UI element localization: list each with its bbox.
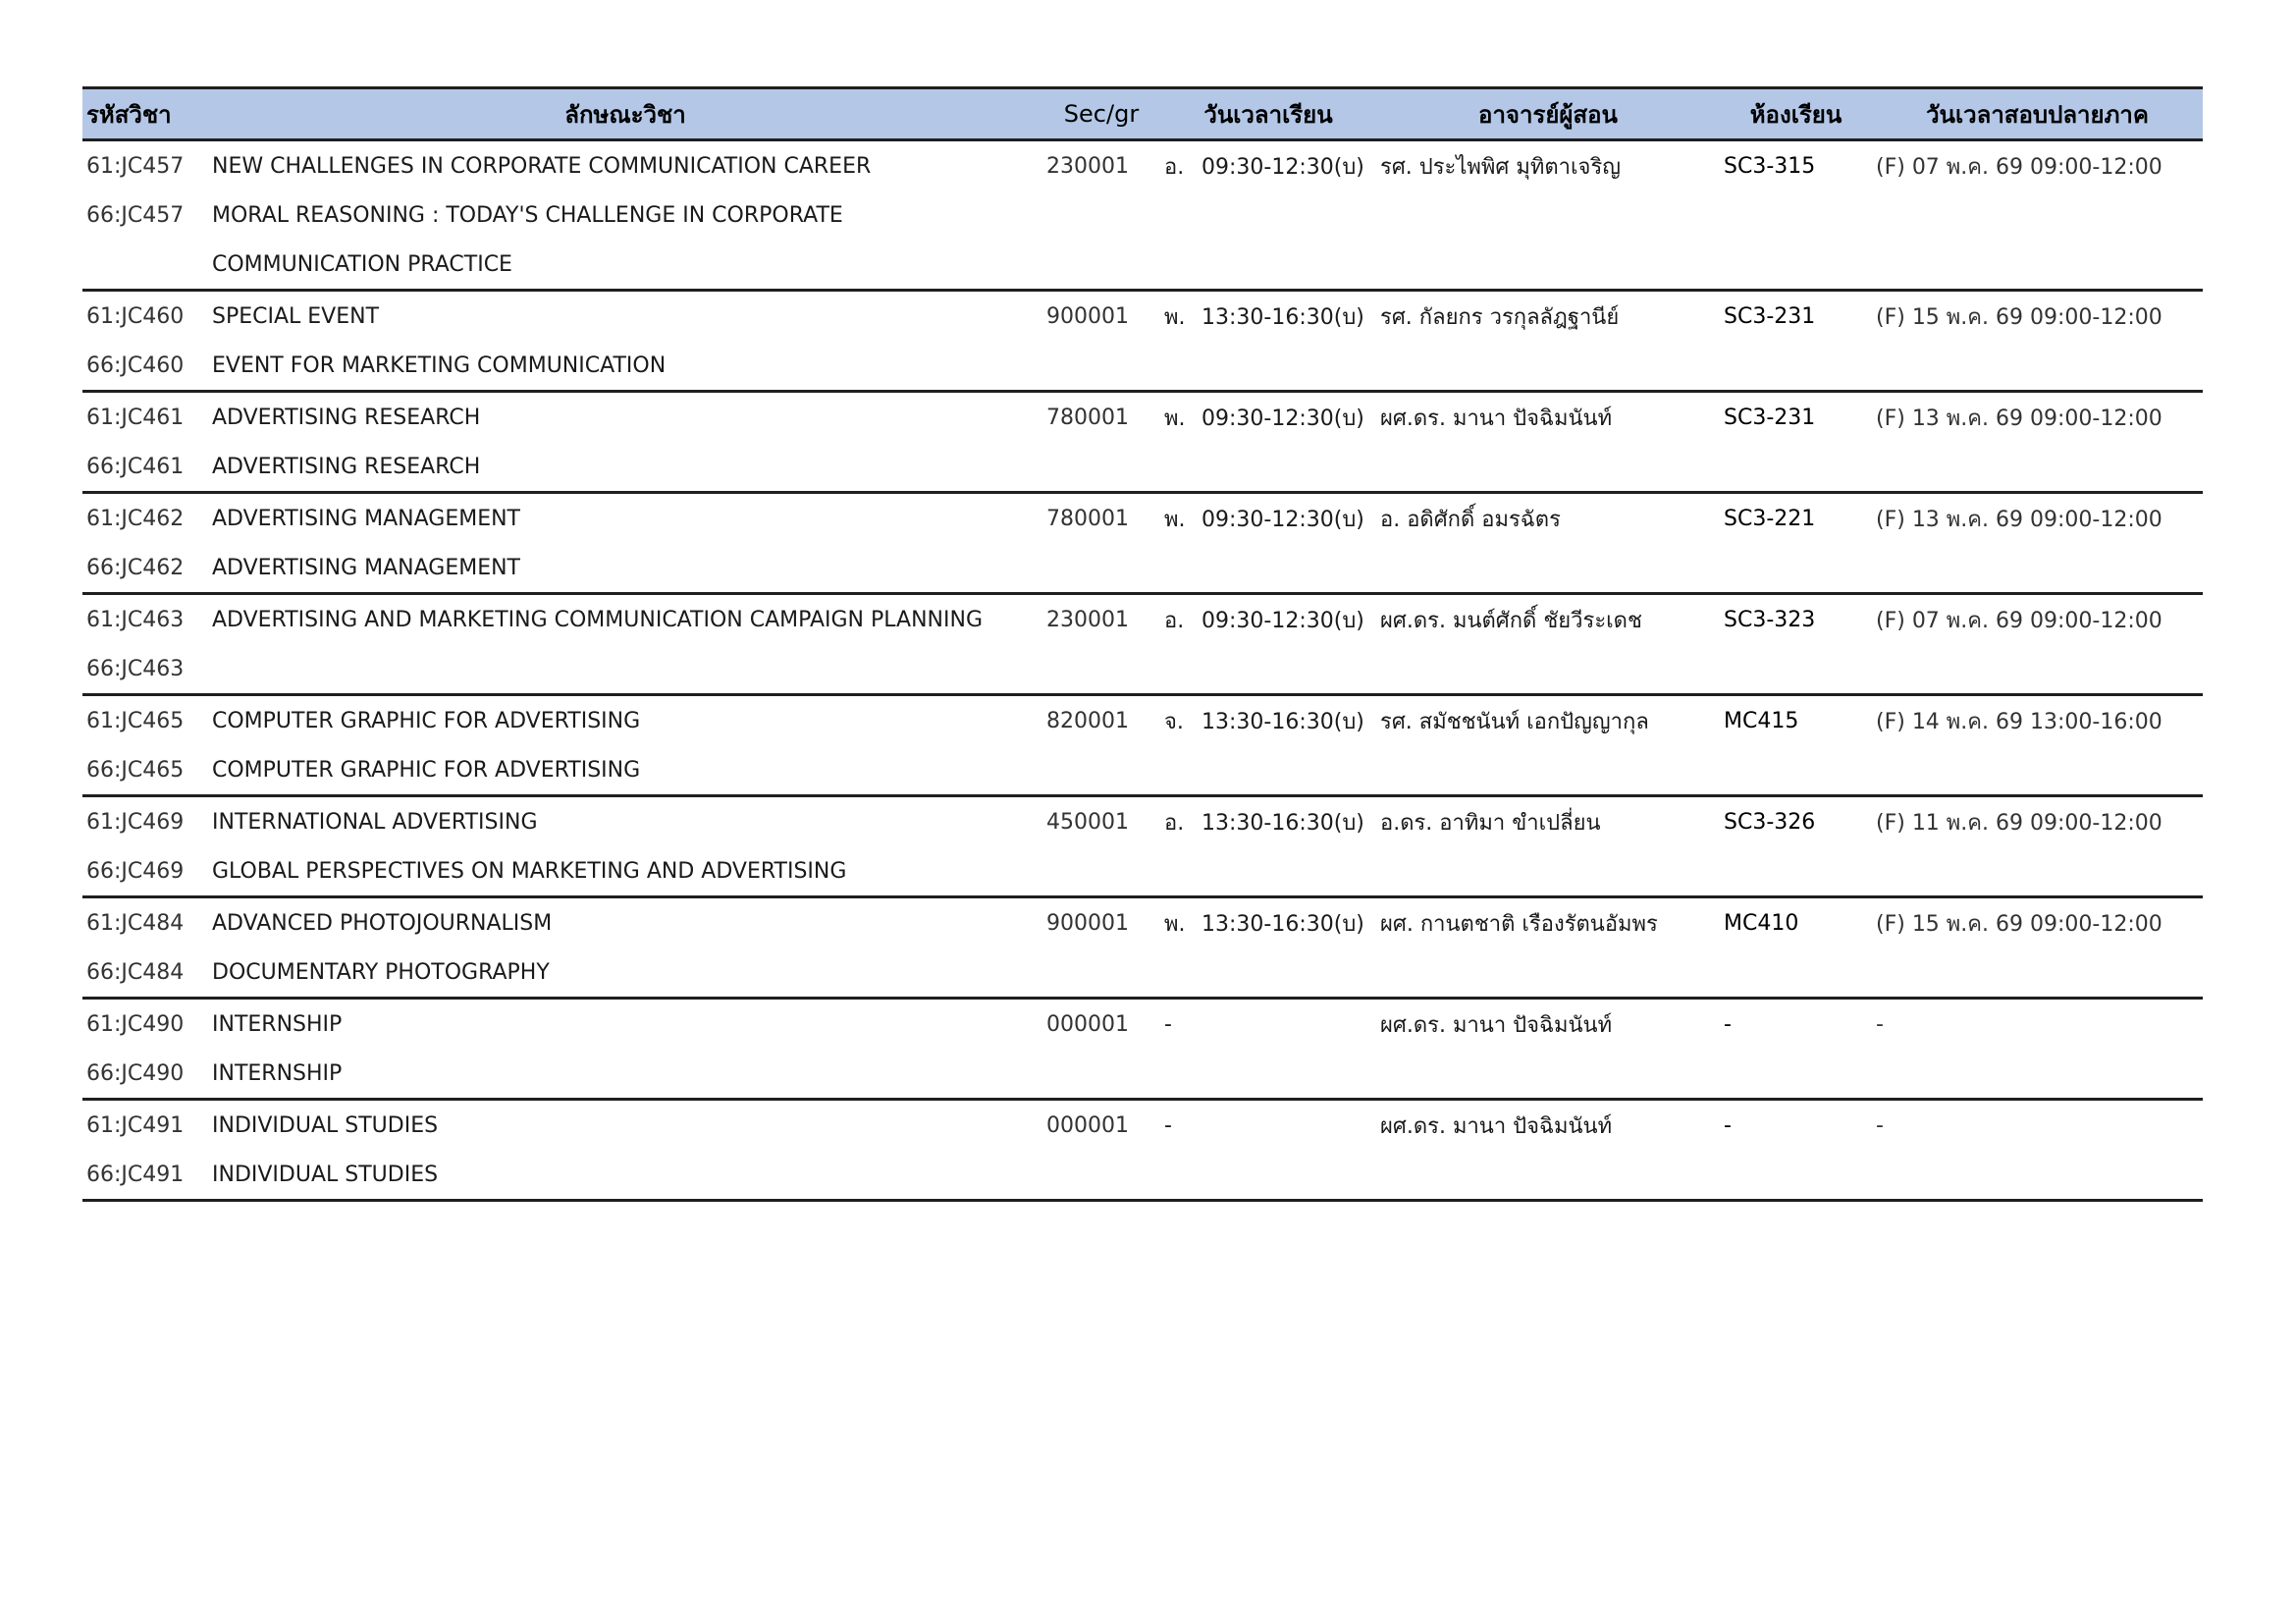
cell-time	[1160, 140, 1376, 191]
header-exam: วันเวลาสอบปลายภาค	[1872, 88, 2203, 140]
cell-room	[1720, 190, 1872, 240]
cell-code: 61:JC465	[86, 708, 185, 733]
cell-room: -	[1724, 1011, 1732, 1037]
cell-time	[1160, 796, 1376, 847]
cell-instructor	[1376, 644, 1720, 695]
cell-instructor: อ.ดร. อาทิมา ขำเปลี่ยน	[1380, 810, 1601, 836]
cell-name: INTERNSHIP	[208, 1049, 1042, 1100]
cell-instructor	[1376, 190, 1720, 240]
cell-room	[1720, 644, 1872, 695]
cell-exam	[1872, 240, 2203, 291]
cell-time	[1160, 190, 1376, 240]
cell-time	[1160, 846, 1376, 897]
table-row	[82, 594, 2203, 645]
cell-sec	[1042, 644, 1160, 695]
cell-time	[1160, 291, 1376, 342]
cell-room: SC3-231	[1724, 303, 1816, 329]
cell-day: จ.	[1164, 709, 1184, 734]
cell-time	[1160, 1100, 1376, 1151]
cell-exam	[1872, 1150, 2203, 1201]
cell-code: 61:JC484	[86, 910, 185, 936]
cell-exam: (F) 07 พ.ค. 69 09:00-12:00	[1876, 608, 2163, 633]
cell-code: 66:JC457	[86, 202, 185, 228]
table-row	[82, 796, 2203, 847]
cell-instructor: รศ. กัลยกร วรกุลลัฎฐานีย์	[1380, 304, 1620, 330]
table-row	[82, 493, 2203, 544]
cell-exam: -	[1876, 1011, 1884, 1037]
cell-time	[1160, 1049, 1376, 1100]
cell-name	[208, 644, 1042, 695]
cell-room: MC415	[1724, 708, 1799, 733]
cell-sec	[1042, 745, 1160, 796]
cell-time-range: 09:30-12:30(บ)	[1201, 154, 1364, 180]
course-schedule-table	[82, 86, 2203, 1202]
cell-exam: (F) 13 พ.ค. 69 09:00-12:00	[1876, 507, 2163, 532]
cell-name: ADVERTISING RESEARCH	[208, 442, 1042, 493]
cell-room	[1720, 240, 1872, 291]
cell-day: พ.	[1164, 911, 1186, 937]
cell-instructor	[1376, 1049, 1720, 1100]
cell-exam: (F) 14 พ.ค. 69 13:00-16:00	[1876, 709, 2163, 734]
cell-instructor: อ. อดิศักดิ์ อมรฉัตร	[1380, 507, 1561, 532]
cell-day: พ.	[1164, 304, 1186, 330]
cell-day: พ.	[1164, 406, 1186, 431]
cell-instructor: ผศ. กานตชาติ เรืองรัตนอัมพร	[1380, 911, 1658, 937]
cell-name: MORAL REASONING : TODAY'S CHALLENGE IN CORPORATE	[212, 202, 843, 228]
cell-instructor: ผศ.ดร. มนต์ศักดิ์ ชัยวีระเดช	[1380, 608, 1642, 633]
cell-code: 61:JC463	[86, 607, 185, 632]
cell-instructor	[1376, 745, 1720, 796]
cell-name: COMPUTER GRAPHIC FOR ADVERTISING	[212, 708, 641, 733]
cell-time-range: 13:30-16:30(บ)	[1201, 709, 1364, 734]
cell-sec: 900001	[1046, 910, 1129, 936]
cell-name: EVENT FOR MARKETING COMMUNICATION	[208, 341, 1042, 392]
table-row	[82, 140, 2203, 191]
cell-instructor	[1376, 240, 1720, 291]
cell-sec	[1042, 947, 1160, 999]
cell-time-range: 09:30-12:30(บ)	[1201, 406, 1364, 431]
cell-instructor: ผศ.ดร. มานา ปัจฉิมนันท์	[1380, 1113, 1613, 1139]
cell-instructor	[1376, 947, 1720, 999]
table-row	[82, 846, 2203, 897]
cell-code	[82, 240, 208, 291]
cell-time	[1160, 1150, 1376, 1201]
cell-room: SC3-326	[1724, 809, 1816, 835]
cell-sec: 000001	[1046, 1011, 1129, 1037]
cell-name: GLOBAL PERSPECTIVES ON MARKETING AND ADVERTISING	[208, 846, 1042, 897]
cell-name: ADVERTISING MANAGEMENT	[208, 543, 1042, 594]
cell-day: -	[1164, 1112, 1172, 1138]
cell-time	[1160, 392, 1376, 443]
cell-code: 61:JC461	[86, 405, 185, 430]
cell-name: COMMUNICATION PRACTICE	[208, 240, 1042, 291]
table-row	[82, 543, 2203, 594]
header-sec: Sec/gr	[1042, 88, 1160, 140]
table-row	[82, 695, 2203, 746]
cell-exam: (F) 15 พ.ค. 69 09:00-12:00	[1876, 304, 2163, 330]
cell-exam: (F) 13 พ.ค. 69 09:00-12:00	[1876, 406, 2163, 431]
cell-sec	[1042, 341, 1160, 392]
cell-sec: 230001	[1046, 607, 1129, 632]
cell-name: INDIVIDUAL STUDIES	[208, 1150, 1042, 1201]
cell-code: 61:JC460	[86, 303, 185, 329]
cell-time	[1160, 897, 1376, 948]
cell-sec	[1042, 240, 1160, 291]
table-row	[82, 999, 2203, 1050]
cell-instructor: ผศ.ดร. มานา ปัจฉิมนันท์	[1380, 1012, 1613, 1038]
cell-name: ADVANCED PHOTOJOURNALISM	[212, 910, 553, 936]
cell-time-range: 13:30-16:30(บ)	[1201, 304, 1364, 330]
cell-name: ADVERTISING RESEARCH	[212, 405, 481, 430]
table-row	[82, 1100, 2203, 1151]
cell-code: 66:JC469	[82, 846, 208, 897]
cell-name: ADVERTISING MANAGEMENT	[212, 506, 520, 531]
cell-time	[1160, 341, 1376, 392]
cell-instructor	[1376, 1150, 1720, 1201]
cell-sec: 900001	[1046, 303, 1129, 329]
cell-room	[1720, 947, 1872, 999]
cell-code: 66:JC463	[82, 644, 208, 695]
cell-instructor: ผศ.ดร. มานา ปัจฉิมนันท์	[1380, 406, 1613, 431]
cell-code: 66:JC484	[82, 947, 208, 999]
cell-time-range: 09:30-12:30(บ)	[1201, 608, 1364, 633]
header-time: วันเวลาเรียน	[1160, 88, 1376, 140]
cell-sec: 780001	[1046, 405, 1129, 430]
cell-time-range: 13:30-16:30(บ)	[1201, 911, 1364, 937]
cell-time	[1160, 493, 1376, 544]
cell-instructor: รศ. สมัชชนันท์ เอกปัญญากุล	[1380, 709, 1649, 734]
cell-sec	[1042, 1049, 1160, 1100]
cell-exam	[1872, 190, 2203, 240]
cell-time	[1160, 947, 1376, 999]
cell-time	[1160, 745, 1376, 796]
cell-day: พ.	[1164, 507, 1186, 532]
table-row	[82, 897, 2203, 948]
cell-instructor: รศ. ประไพพิศ มุทิตาเจริญ	[1380, 154, 1622, 180]
table-row	[82, 1049, 2203, 1100]
cell-sec	[1042, 543, 1160, 594]
cell-sec	[1042, 190, 1160, 240]
cell-sec: 820001	[1046, 708, 1129, 733]
cell-sec: 000001	[1046, 1112, 1129, 1138]
header-room: ห้องเรียน	[1720, 88, 1872, 140]
cell-room: MC410	[1724, 910, 1799, 936]
cell-instructor	[1376, 341, 1720, 392]
cell-room: SC3-323	[1724, 607, 1816, 632]
cell-sec: 230001	[1046, 153, 1129, 179]
cell-room: SC3-221	[1724, 506, 1816, 531]
cell-day: อ.	[1164, 154, 1185, 180]
cell-name: COMPUTER GRAPHIC FOR ADVERTISING	[208, 745, 1042, 796]
cell-exam	[1872, 947, 2203, 999]
cell-code: 61:JC462	[86, 506, 185, 531]
cell-day: อ.	[1164, 810, 1185, 836]
cell-code: 61:JC490	[86, 1011, 185, 1037]
cell-instructor	[1376, 442, 1720, 493]
table-row	[82, 442, 2203, 493]
table-row	[82, 341, 2203, 392]
cell-exam: (F) 07 พ.ค. 69 09:00-12:00	[1876, 154, 2163, 180]
cell-time	[1160, 999, 1376, 1050]
cell-exam	[1872, 442, 2203, 493]
header-name: ลักษณะวิชา	[208, 88, 1042, 140]
cell-exam: (F) 11 พ.ค. 69 09:00-12:00	[1876, 810, 2163, 836]
cell-time	[1160, 644, 1376, 695]
cell-name: DOCUMENTARY PHOTOGRAPHY	[208, 947, 1042, 999]
cell-time	[1160, 442, 1376, 493]
cell-code: 66:JC460	[82, 341, 208, 392]
cell-exam	[1872, 745, 2203, 796]
cell-time	[1160, 594, 1376, 645]
cell-name: ADVERTISING AND MARKETING COMMUNICATION CAMPAIGN PLANNING	[212, 607, 983, 632]
cell-day: อ.	[1164, 608, 1185, 633]
table-row	[82, 291, 2203, 342]
cell-room	[1720, 1049, 1872, 1100]
cell-room	[1720, 543, 1872, 594]
cell-room	[1720, 745, 1872, 796]
table-row	[82, 745, 2203, 796]
cell-code: 61:JC491	[86, 1112, 185, 1138]
header-code: รหัสวิชา	[82, 88, 208, 140]
cell-exam: -	[1876, 1112, 1884, 1138]
cell-room	[1720, 846, 1872, 897]
cell-code: 66:JC465	[82, 745, 208, 796]
cell-room: SC3-315	[1724, 153, 1816, 179]
schedule-body	[82, 140, 2203, 1201]
cell-exam	[1872, 341, 2203, 392]
cell-time	[1160, 543, 1376, 594]
cell-code: 61:JC457	[86, 153, 185, 179]
header-instructor: อาจารย์ผู้สอน	[1376, 88, 1720, 140]
cell-code: 61:JC469	[86, 809, 185, 835]
cell-sec: 780001	[1046, 506, 1129, 531]
cell-exam: (F) 15 พ.ค. 69 09:00-12:00	[1876, 911, 2163, 937]
cell-room: -	[1724, 1112, 1732, 1138]
cell-exam	[1872, 846, 2203, 897]
table-row	[82, 1150, 2203, 1201]
cell-name: NEW CHALLENGES IN CORPORATE COMMUNICATION CAREER	[212, 153, 872, 179]
cell-room	[1720, 442, 1872, 493]
header-row	[82, 88, 2203, 140]
cell-instructor	[1376, 846, 1720, 897]
cell-time-range: 09:30-12:30(บ)	[1201, 507, 1364, 532]
cell-time	[1160, 240, 1376, 291]
cell-name: INDIVIDUAL STUDIES	[212, 1112, 439, 1138]
cell-exam	[1872, 644, 2203, 695]
cell-sec	[1042, 846, 1160, 897]
cell-sec	[1042, 442, 1160, 493]
cell-instructor	[1376, 543, 1720, 594]
cell-name: INTERNATIONAL ADVERTISING	[212, 809, 538, 835]
cell-code: 66:JC461	[82, 442, 208, 493]
cell-exam	[1872, 1049, 2203, 1100]
cell-name: INTERNSHIP	[212, 1011, 343, 1037]
cell-sec: 450001	[1046, 809, 1129, 835]
cell-code: 66:JC462	[82, 543, 208, 594]
cell-name: SPECIAL EVENT	[212, 303, 380, 329]
table-row	[82, 644, 2203, 695]
cell-room: SC3-231	[1724, 405, 1816, 430]
table-row	[82, 240, 2203, 291]
cell-exam	[1872, 543, 2203, 594]
cell-room	[1720, 341, 1872, 392]
table-row	[82, 190, 2203, 240]
cell-time	[1160, 695, 1376, 746]
table-row	[82, 392, 2203, 443]
cell-day: -	[1164, 1011, 1172, 1037]
cell-code: 66:JC490	[82, 1049, 208, 1100]
cell-room	[1720, 1150, 1872, 1201]
cell-time-range: 13:30-16:30(บ)	[1201, 810, 1364, 836]
table-row	[82, 947, 2203, 999]
cell-sec	[1042, 1150, 1160, 1201]
cell-code: 66:JC491	[82, 1150, 208, 1201]
